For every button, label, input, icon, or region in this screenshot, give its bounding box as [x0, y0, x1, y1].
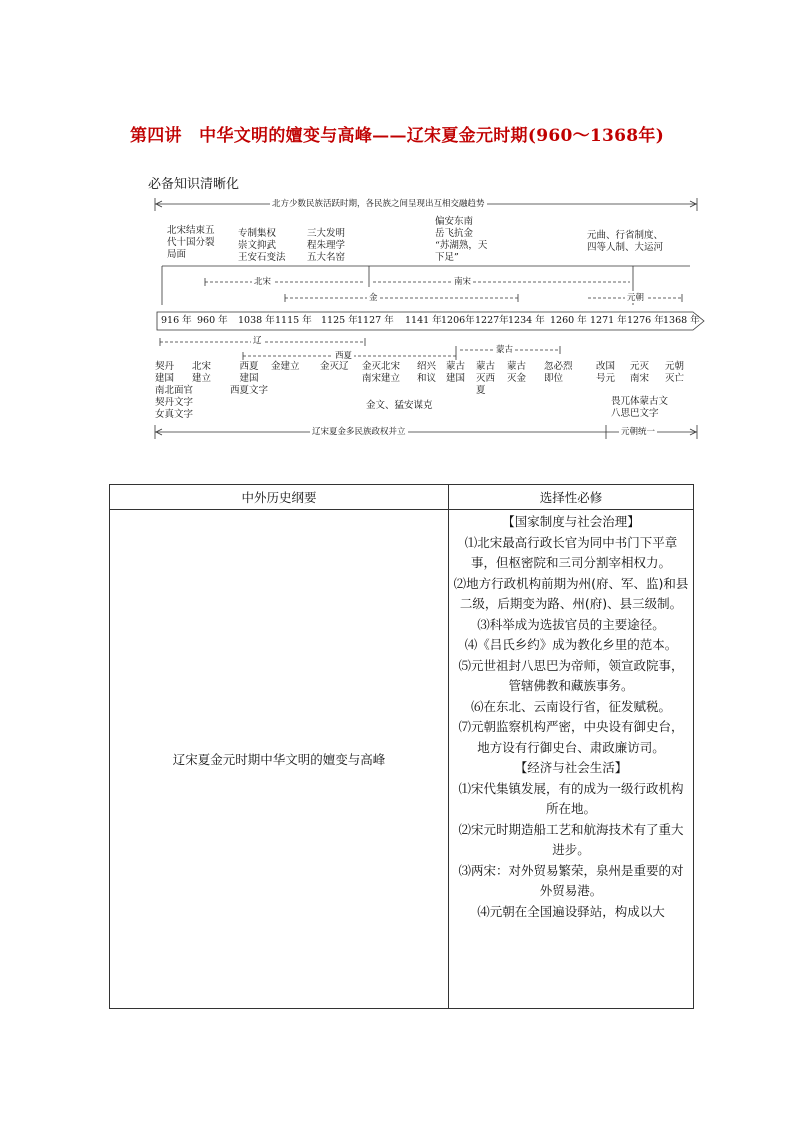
section-heading: 【经济与社会生活】 — [514, 760, 628, 775]
list-item: ⑵地方行政机构前期为州(府、军、监)和县二级，后期变为路、州(府)、县三级制。 — [453, 575, 689, 611]
year-label: 1127 年 — [357, 315, 394, 326]
bottom-event: 蒙古 建国 — [446, 361, 466, 384]
section-heading: 【国家制度与社会治理】 — [502, 514, 640, 529]
list-item: ⑶两宋：对外贸易繁荣，泉州是重要的对外贸易港。 — [458, 862, 684, 898]
top-event: 专制集权 崇文抑武 王安石变法 — [238, 228, 286, 263]
top-event: 元曲、行省制度、 四等人制、大运河 — [587, 230, 664, 253]
year-label: 1206年 — [441, 315, 475, 326]
bottom-event: 绍兴 和议 — [417, 361, 437, 384]
bottom-event: 金灭辽 — [320, 361, 349, 372]
year-label: 1276 年 — [627, 315, 664, 326]
list-item: ⑶科举成为选拔官员的主要途径。 — [477, 616, 665, 632]
elective-content-cell — [449, 510, 694, 1009]
list-item: ⑷元朝在全国遍设驿站，构成以大 — [477, 903, 665, 919]
dynasty-label-xixia: 西夏 — [335, 351, 353, 361]
year-label: 1227年 — [475, 315, 509, 326]
page-title: 第四讲 中华文明的嬗变与高峰——辽宋夏金元时期(960～1368年) — [129, 126, 665, 146]
year-label: 1115 年 — [275, 315, 312, 326]
year-label: 1234 年 — [508, 315, 545, 326]
year-label: 960 年 — [197, 315, 228, 326]
year-label: 1141 年 — [405, 315, 442, 326]
list-item: ⑵宋元时期造船工艺和航海技术有了重大进步。 — [458, 821, 684, 857]
bottom-span-left-label: 辽宋夏金多民族政权并立 — [312, 427, 406, 437]
bottom-event: 元灭 南宋 — [630, 361, 650, 384]
year-label: 1271 年 — [590, 315, 627, 326]
top-event: 三大发明 程朱理学 五大名窑 — [307, 228, 346, 263]
list-item: ⑴宋代集镇发展，有的成为一级行政机构所在地。 — [458, 780, 684, 816]
section-subheading: 必备知识清晰化 — [148, 177, 240, 192]
bottom-note: 金文、猛安谋克 — [366, 400, 433, 411]
year-label: 916 年 — [161, 315, 192, 326]
year-label: 1368 年 — [663, 315, 700, 326]
bottom-event: 金灭北宋 南宋建立 — [362, 361, 401, 384]
list-item: ⑸元世祖封八思巴为帝师，领宣政院事，管辖佛教和藏族事务。 — [458, 657, 684, 693]
bottom-event: 契丹 建国 南北面官 契丹文字 女真文字 — [155, 361, 194, 420]
bottom-event: 改国 号元 — [596, 361, 616, 384]
dynasty-label-yuan: 元朝 — [627, 293, 645, 303]
bottom-event: 蒙古 灭西 夏 — [476, 361, 496, 396]
dynasty-label-jin: 金 — [369, 293, 378, 303]
table-header-right: 选择性必修 — [449, 485, 694, 510]
top-span-label: 北方少数民族活跃时期，各民族之间呈现出互相交融趋势 — [272, 199, 485, 209]
dynasty-label-north-song: 北宋 — [254, 277, 272, 287]
bottom-event: 忽必烈 即位 — [544, 361, 573, 384]
outline-topic-cell: 辽宋夏金元时期中华文明的嬗变与高峰 — [110, 510, 449, 1009]
top-event: 北宋结束五 代十国分裂 局面 — [167, 225, 215, 260]
year-label: 1038 年 — [238, 315, 275, 326]
dynasty-label-south-song: 南宋 — [454, 277, 472, 287]
list-item: ⑴北宋最高行政长官为同中书门下平章事，但枢密院和三司分割宰相权力。 — [464, 534, 678, 570]
year-label: 1125 年 — [321, 315, 358, 326]
curriculum-outline-table — [109, 484, 694, 1009]
bottom-event: 西夏 建国 西夏文字 — [230, 361, 269, 396]
list-item: ⑺元朝监察机构严密，中央设有御史台，地方设有行御史台、肃政廉访司。 — [458, 719, 684, 755]
list-item: ⑷《吕氏乡约》成为教化乡里的范本。 — [464, 637, 678, 652]
list-item: ⑹在东北、云南设行省，征发赋税。 — [470, 698, 671, 714]
bottom-event: 北宋 建立 — [192, 361, 212, 384]
dynasty-label-liao: 辽 — [253, 336, 262, 346]
dynasty-label-mongol: 蒙古 — [496, 345, 514, 355]
bottom-span-right-label: 元朝统一 — [621, 427, 656, 437]
bottom-event: 元朝 灭亡 — [665, 361, 685, 384]
bottom-event: 蒙古 灭金 — [507, 361, 527, 384]
year-label: 1260 年 — [550, 315, 587, 326]
bottom-note: 畏兀体蒙古文 八思巴文字 — [611, 396, 669, 419]
table-header-left: 中外历史纲要 — [110, 485, 449, 510]
bottom-event: 金建立 — [271, 361, 300, 372]
top-event: 偏安东南 岳飞抗金 “苏湖熟，天 下足” — [435, 216, 488, 263]
